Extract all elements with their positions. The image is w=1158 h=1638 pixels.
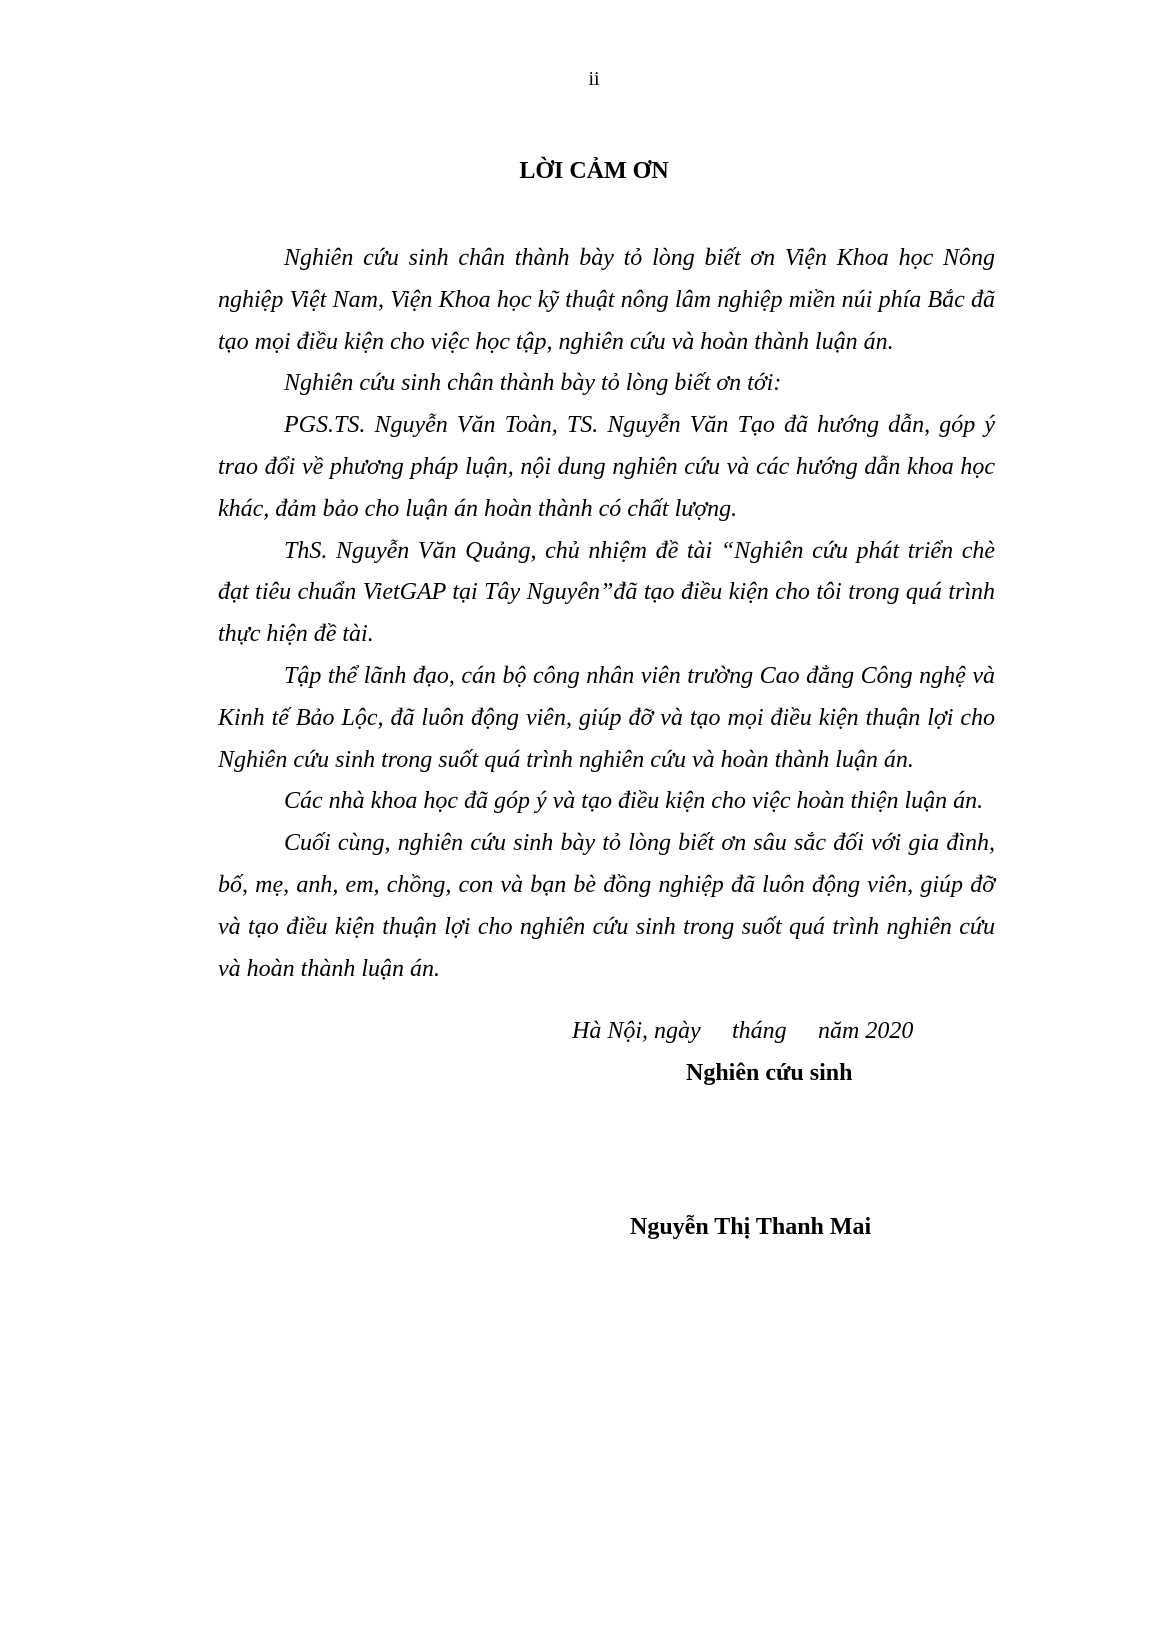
paragraph: PGS.TS. Nguyễn Văn Toàn, TS. Nguyễn Văn Tạo đã hướng dẫn, góp ý trao đổi về phương pháp luận, nội dung nghiên cứu và các hướng dẫn khoa học khác, đảm bảo cho luận án hoàn thành có chất lượng. — [218, 412, 995, 522]
paragraph: ThS. Nguyễn Văn Quảng, chủ nhiệm đề tài “Nghiên cứu phát triển chè đạt tiêu chuẩn VietGAP tại Tây Nguyên”đã tạo điều kiện cho tôi trong quá trình thực hiện đề tài. — [218, 537, 995, 648]
paragraph: Cuối cùng, nghiên cứu sinh bày tỏ lòng biết ơn sâu sắc đối với gia đình, bố, mẹ, anh, em, chồng, con và bạn bè đồng nghiệp đã luôn động viên, giúp đỡ và tạo điều kiện thuận lợi cho nghiên cứu sinh trong suốt quá trình nghiên cứu và hoàn thành luận án. — [218, 830, 995, 982]
date-month: tháng — [732, 1018, 787, 1044]
paragraph: Nghiên cứu sinh chân thành bày tỏ lòng biết ơn Viện Khoa học Nông nghiệp Việt Nam, Viện Khoa học kỹ thuật nông lâm nghiệp miền núi phía Bắc đã tạo mọi điều kiện cho việc học tập, nghiên cứu và hoàn thành luận án. — [218, 245, 995, 355]
paragraph: Các nhà khoa học đã góp ý và tạo điều kiện cho việc hoàn thiện luận án. — [284, 788, 984, 815]
page-title: LỜI CẢM ƠN — [519, 158, 669, 184]
signer-role: Nghiên cứu sinh — [686, 1060, 853, 1086]
acknowledgement-body — [218, 238, 995, 990]
page-number: ii — [588, 68, 600, 90]
signer-name: Nguyễn Thị Thanh Mai — [630, 1214, 872, 1240]
paragraph: Tập thể lãnh đạo, cán bộ công nhân viên trường Cao đẳng Công nghệ và Kinh tế Bảo Lộc, đã luôn động viên, giúp đỡ và tạo mọi điều kiện thuận lợi cho Nghiên cứu sinh trong suốt quá trình nghiên cứu và hoàn thành luận án. — [218, 662, 995, 773]
date-year: năm 2020 — [818, 1018, 914, 1044]
date-place-day: Hà Nội, ngày — [572, 1018, 701, 1044]
paragraph: Nghiên cứu sinh chân thành bày tỏ lòng biết ơn tới: — [284, 370, 782, 397]
